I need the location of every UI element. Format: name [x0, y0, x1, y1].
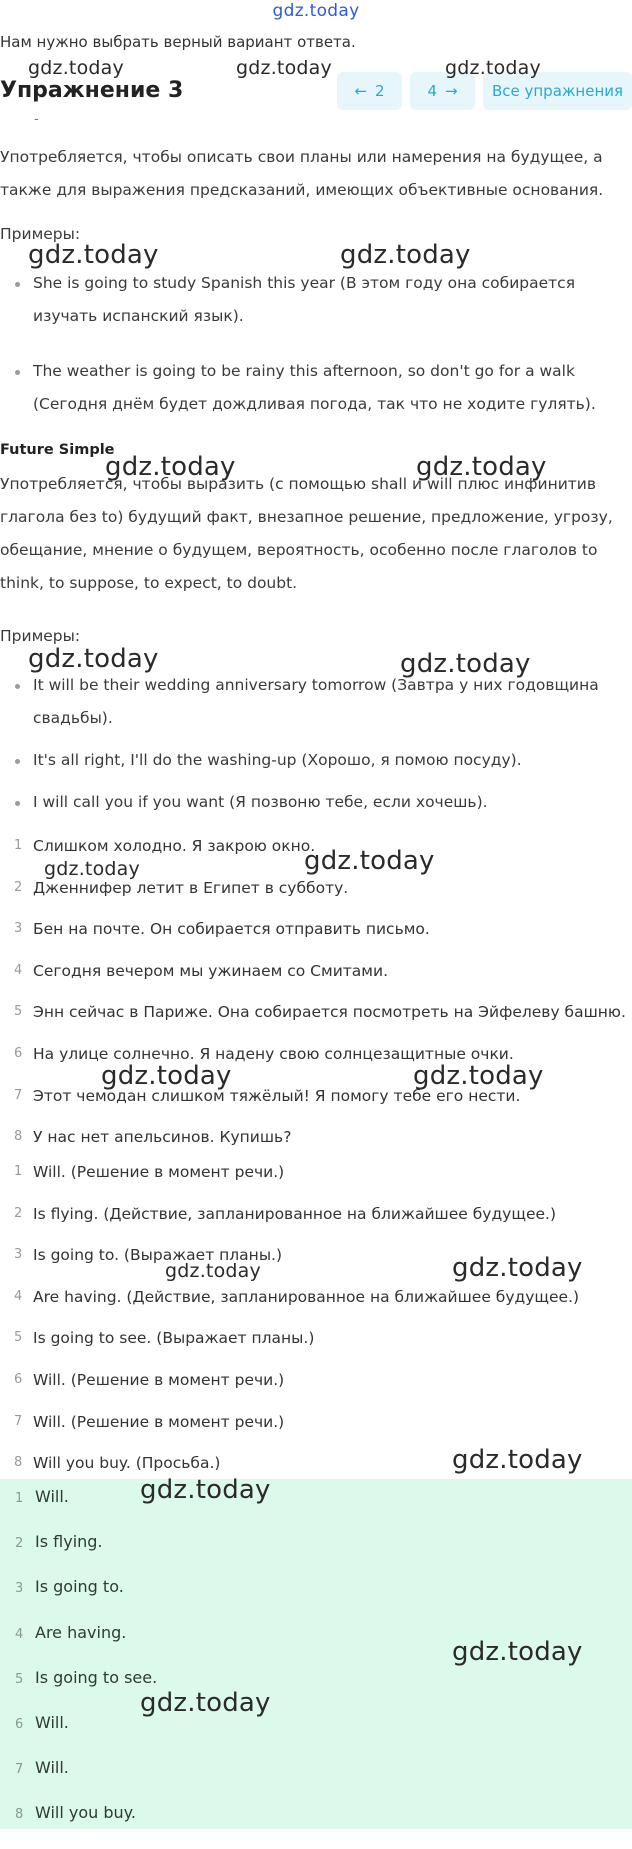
- item-number: 8: [14, 1129, 23, 1145]
- item-text: Дженнифер летит в Египет в субботу.: [33, 878, 349, 897]
- item-text: У нас нет апельсинов. Купишь?: [33, 1128, 292, 1147]
- item-text: Бен на почте. Он собирается отправить письмо.: [33, 920, 430, 939]
- watermark: gdz.today: [413, 1061, 544, 1091]
- item-text: Is going to see. (Выражает планы.): [33, 1329, 315, 1348]
- exercise-title: Упражнение 3: [0, 78, 184, 103]
- watermark: gdz.today: [28, 644, 159, 674]
- item-text: Are having. (Действие, запланированное на ближайшее будущее.): [33, 1287, 580, 1306]
- list-item: [0, 1002, 632, 1044]
- going-to-examples-label: Примеры:: [0, 225, 81, 243]
- item-number: 6: [14, 1045, 23, 1061]
- list-item: [0, 1370, 632, 1412]
- watermark: gdz.today: [28, 240, 159, 270]
- list-item: [0, 878, 632, 920]
- watermark: gdz.today: [340, 240, 471, 270]
- list-item: [0, 1758, 632, 1803]
- bullet-icon: [15, 684, 20, 689]
- list-item: [0, 1803, 632, 1848]
- watermark: gdz.today: [140, 1475, 271, 1505]
- answer-text: Is flying.: [35, 1532, 103, 1552]
- list-item: [0, 786, 632, 828]
- item-text: Энн сейчас в Париже. Она собирается посмотреть на Эйфелеву башню.: [33, 1003, 626, 1022]
- prev-exercise-label: 2: [375, 82, 385, 100]
- bullet-icon: [15, 759, 20, 764]
- item-number: 3: [14, 1247, 23, 1263]
- item-number: 4: [14, 962, 23, 978]
- watermark: gdz.today: [304, 846, 435, 876]
- watermark: gdz.today: [165, 1260, 261, 1282]
- bullet-icon: [15, 370, 20, 375]
- answer-text: Will.: [35, 1712, 69, 1732]
- bullet-icon: [15, 282, 20, 287]
- watermark: gdz.today: [445, 57, 541, 79]
- list-item: [0, 267, 632, 342]
- item-number: 7: [15, 1762, 24, 1778]
- item-text: Слишком холодно. Я закрою окно.: [33, 837, 316, 855]
- bullet-icon: [15, 801, 20, 806]
- item-number: 5: [15, 1671, 24, 1687]
- item-number: 2: [14, 879, 23, 895]
- watermark: gdz.today: [236, 57, 332, 79]
- item-number: 6: [14, 1371, 23, 1387]
- going-to-description: Употребляется, чтобы описать свои планы или намерения на будущее, а также для выражения предсказаний, имеющих объективные основания.: [0, 148, 604, 199]
- item-text: Will. (Решение в момент речи.): [33, 1412, 285, 1431]
- item-number: 4: [14, 1288, 23, 1304]
- future-simple-examples-label: Примеры:: [0, 627, 81, 645]
- answer-text: Will you buy.: [35, 1803, 136, 1823]
- item-number: 1: [14, 838, 23, 853]
- dash-mark: -: [34, 112, 39, 127]
- list-item: [0, 1204, 632, 1246]
- item-number: 4: [15, 1626, 24, 1642]
- answer-text: Will.: [35, 1487, 69, 1506]
- next-exercise-label: 4: [427, 82, 437, 100]
- list-item: [0, 1668, 632, 1713]
- watermark: gdz.today: [452, 1253, 583, 1283]
- item-number: 7: [14, 1413, 23, 1429]
- item-text: Is going to. (Выражает планы.): [33, 1246, 283, 1265]
- item-number: 8: [14, 1455, 23, 1471]
- answer-text: Are having.: [35, 1622, 127, 1642]
- list-item: [0, 1713, 632, 1758]
- watermark: gdz.today: [44, 858, 140, 880]
- list-item: [0, 1287, 632, 1329]
- list-item: [0, 1577, 632, 1622]
- item-number: 5: [14, 1004, 23, 1020]
- example-text: She is going to study Spanish this year (В этом году она собирается изучать испанский язык).: [33, 274, 576, 325]
- item-number: 6: [15, 1716, 24, 1732]
- answer-text: Is going to.: [35, 1577, 124, 1597]
- list-item: [0, 1487, 632, 1532]
- watermark: gdz.today: [452, 1637, 583, 1667]
- list-item: [0, 1532, 632, 1577]
- going-to-examples: [0, 267, 632, 430]
- watermark: gdz.today: [101, 1061, 232, 1091]
- item-text: Will. (Решение в момент речи.): [33, 1163, 285, 1181]
- item-number: 1: [15, 1491, 24, 1506]
- arrow-left-icon: ←: [354, 82, 368, 100]
- example-text: It will be their wedding anniversary tomorrow (Завтра у них годовщина свадьбы).: [33, 676, 599, 727]
- item-number: 7: [14, 1087, 23, 1103]
- list-item: [0, 355, 632, 430]
- item-text: На улице солнечно. Я надену свою солнцезащитные очки.: [33, 1044, 514, 1063]
- intro-text: Нам нужно выбрать верный вариант ответа.: [0, 33, 356, 51]
- item-number: 2: [15, 1536, 24, 1552]
- item-text: Этот чемодан слишком тяжёлый! Я помогу тебе его нести.: [33, 1086, 521, 1105]
- example-text: It's all right, I'll do the washing-up (Хорошо, я помою посуду).: [33, 751, 522, 769]
- item-number: 5: [14, 1330, 23, 1346]
- list-item: [0, 744, 632, 786]
- list-item: [0, 1328, 632, 1370]
- future-simple-description: Употребляется, чтобы выразить (с помощью shall и will плюс инфинитив глагола без to) будущий факт, внезапное решение, предложение, угрозу, обещание, мнение о будущем, вероятность, особенно после глаголов to think, to suppose, to expect, to doubt.: [0, 475, 613, 592]
- item-text: Will. (Решение в момент речи.): [33, 1370, 285, 1389]
- arrow-right-icon: →: [444, 82, 458, 100]
- watermark: gdz.today: [140, 1688, 271, 1718]
- item-text: Сегодня вечером мы ужинаем со Смитами.: [33, 961, 388, 980]
- list-item: [0, 669, 632, 744]
- all-exercises-label: Все упражнения: [491, 82, 624, 100]
- watermark: gdz.today: [452, 1445, 583, 1475]
- sentences-list: [0, 836, 632, 1169]
- future-simple-heading: Future Simple: [0, 442, 115, 458]
- list-item: [0, 961, 632, 1003]
- watermark: gdz.today: [416, 452, 547, 482]
- example-text: The weather is going to be rainy this afternoon, so don't go for a walk (Сегодня днём будет дождливая погода, так что не ходите гулять).: [33, 362, 596, 413]
- answer-text: Is going to see.: [35, 1667, 158, 1687]
- item-number: 3: [14, 921, 23, 937]
- prev-exercise-button[interactable]: [337, 72, 402, 110]
- watermark: gdz.today: [105, 452, 236, 482]
- site-logo[interactable]: gdz.today: [272, 1, 360, 21]
- item-number: 2: [14, 1205, 23, 1221]
- list-item: [0, 919, 632, 961]
- watermark: gdz.today: [28, 57, 124, 79]
- example-text: I will call you if you want (Я позвоню тебе, если хочешь).: [33, 793, 488, 811]
- future-simple-examples: [0, 669, 632, 828]
- item-number: 8: [15, 1807, 24, 1823]
- watermark: gdz.today: [400, 649, 531, 679]
- item-text: Will you buy. (Просьба.): [33, 1454, 221, 1473]
- item-number: 1: [14, 1164, 23, 1179]
- answer-text: Will.: [35, 1758, 69, 1778]
- list-item: [0, 1162, 632, 1204]
- item-number: 3: [15, 1581, 24, 1597]
- item-text: Is flying. (Действие, запланированное на ближайшее будущее.): [33, 1204, 556, 1223]
